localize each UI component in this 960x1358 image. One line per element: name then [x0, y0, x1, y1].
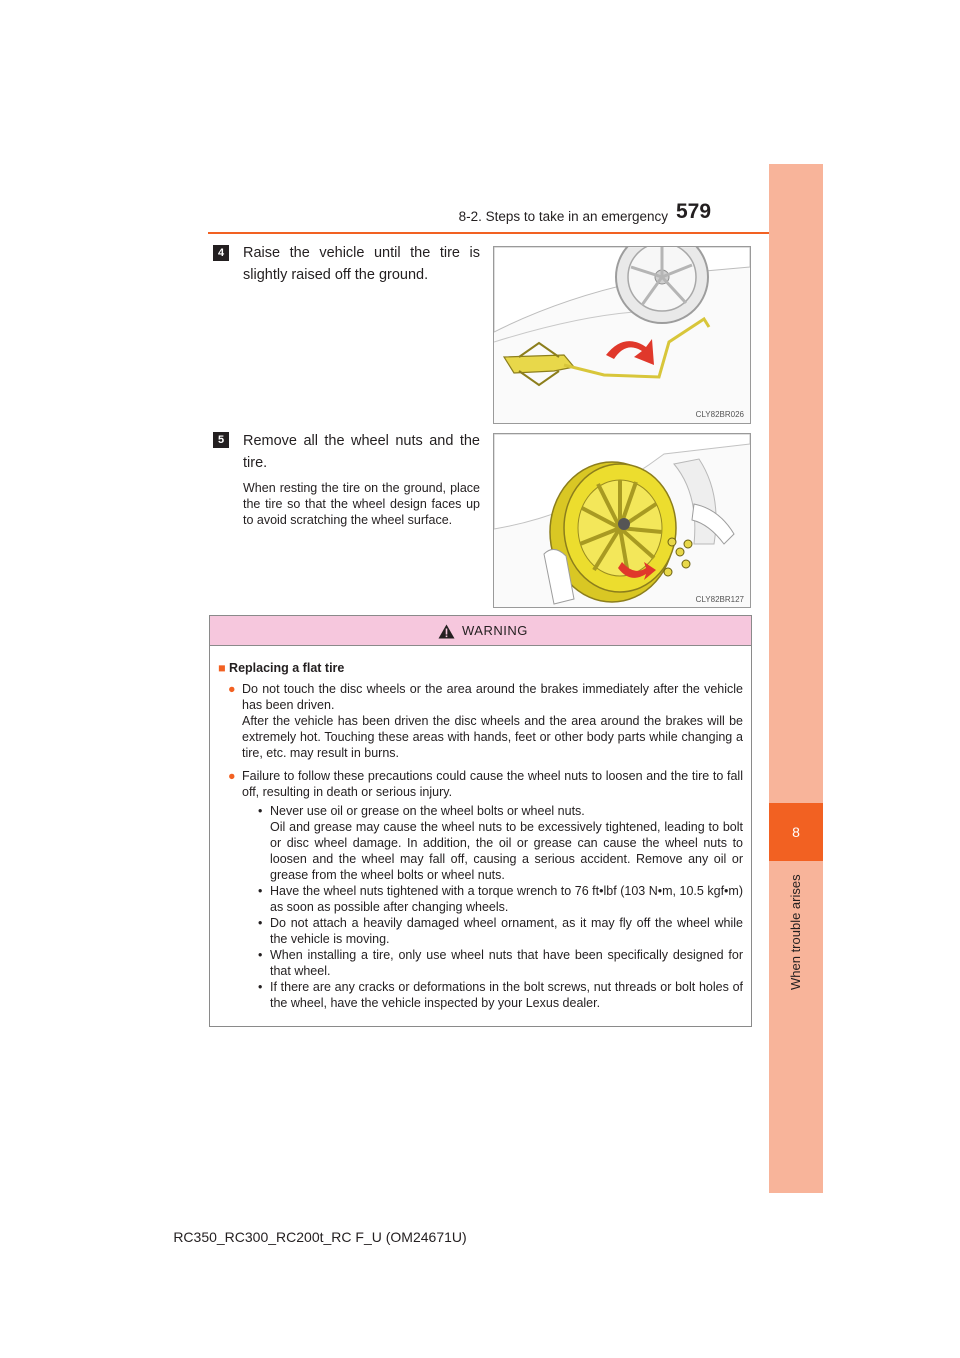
warning-sub-item-5: If there are any cracks or deformations in the bolt screws, nut threads or bolt holes of the wheel, have the vehicle inspected by your Lexus dealer.	[270, 980, 743, 1010]
warning-bullet-1	[242, 681, 743, 761]
footer-model: RC350_RC300_RC200t_RC F_U (OM24671U)	[173, 1229, 467, 1245]
sub-bullet-icon: •	[258, 916, 263, 930]
warning-sub-item-1	[270, 803, 743, 883]
step-4-number: 4	[213, 245, 229, 261]
warning-heading	[218, 660, 738, 676]
warning-heading-text: Replacing a flat tire	[229, 661, 345, 675]
warning-label: WARNING	[462, 623, 528, 638]
sub-bullet-icon: •	[258, 804, 263, 818]
step-4-figure-code: CLY82BR026	[695, 410, 744, 419]
step-4-text: Raise the vehicle until the tire is slightly raised off the ground.	[243, 245, 480, 283]
step-5-text: Remove all the wheel nuts and the tire.	[243, 433, 480, 471]
step-5-note: When resting the tire on the ground, place the tire so that the wheel design faces up to avoid scratching the wheel surface.	[243, 481, 480, 527]
warning-box	[209, 615, 752, 1027]
sub-item-1-text: Never use oil or grease on the wheel bolts or wheel nuts.	[270, 804, 585, 818]
sub-bullet-icon: •	[258, 884, 263, 898]
warning-sub-item-3: Do not attach a heavily damaged wheel ornament, as it may fly off the wheel while the vehicle is moving.	[270, 916, 743, 946]
step-4-figure	[493, 246, 751, 424]
warning-header	[210, 616, 751, 646]
warning-sub-item-4: When installing a tire, only use wheel nuts that have been specifically designed for that wheel.	[270, 948, 743, 978]
chapter-title	[769, 870, 823, 990]
section-title: 8-2. Steps to take in an emergency	[458, 209, 668, 224]
warning-bullet-1-detail: After the vehicle has been driven the disc wheels and the area around the brakes will be extremely hot. Touching these areas with hands, feet or other body parts while changing a tire, etc. may result in burns.	[242, 714, 743, 760]
step-5-figure-code: CLY82BR127	[695, 595, 744, 604]
sub-bullet-icon: •	[258, 980, 263, 994]
step-5-number: 5	[213, 432, 229, 448]
warning-sub-item-2: Have the wheel nuts tightened with a torque wrench to 76 ft•lbf (103 N•m, 10.5 kgf•m) as soon as possible after changing wheels.	[270, 884, 743, 914]
heading-square-icon: ■	[218, 661, 226, 675]
chapter-number: 8	[769, 803, 823, 861]
jack-raising-illustration	[494, 247, 750, 423]
wheel-removal-illustration	[494, 434, 750, 607]
warning-bullet-2-text: Failure to follow these precautions could cause the wheel nuts to loosen and the tire to fall off, resulting in death or serious injury.	[242, 769, 743, 799]
bullet-dot-icon: ●	[228, 769, 236, 783]
warning-triangle-icon	[438, 624, 455, 639]
sub-bullet-icon: •	[258, 948, 263, 962]
chapter-side-tab	[769, 164, 823, 1193]
page-number: 579	[676, 200, 712, 223]
header-rule	[208, 232, 823, 234]
bullet-dot-icon: ●	[228, 682, 236, 696]
warning-bullet-1-text: Do not touch the disc wheels or the area around the brakes immediately after the vehicle has been driven.	[242, 682, 743, 712]
step-5-figure	[493, 433, 751, 608]
chapter-title-text: When trouble arises	[788, 874, 803, 990]
sub-item-1-detail: Oil and grease may cause the wheel nuts to be excessively tightened, leading to bolt or disc wheel damage. In addition, the oil or grease can cause the wheel nuts to loosen and the wheel may fall off, causing a serious accident. Remove any oil or grease from the wheel bolts or wheel nuts.	[270, 820, 743, 882]
